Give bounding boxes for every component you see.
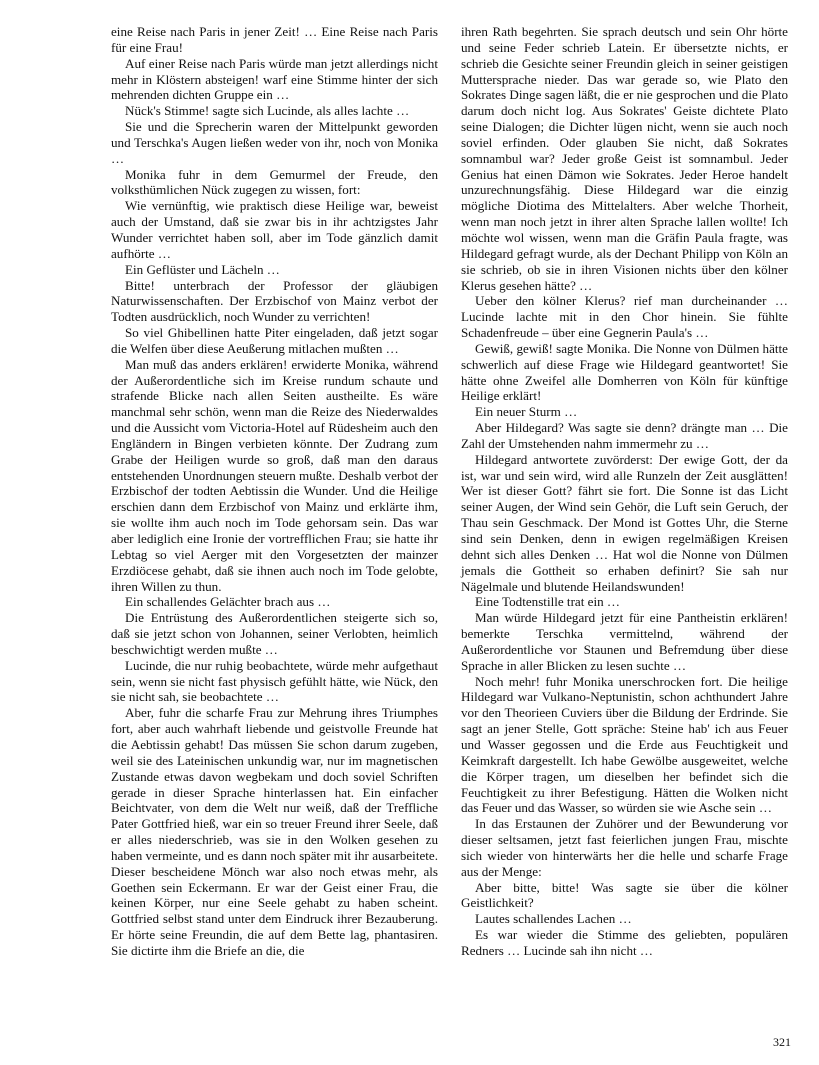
paragraph: Nück's Stimme! sagte sich Lucinde, als alles lachte … [125, 103, 410, 119]
paragraph: Man würde Hildegard jetzt für eine Pantheistin erklären! bemerkte Terschka vermittelnd, während der Außerordentliche vor Staunen und Befremdung über diese Sprache in aller Blicken zu lesen suchte … [461, 610, 788, 673]
paragraph: Auf einer Reise nach Paris würde man jetzt allerdings nicht mehr in Klöstern absteigen! warf eine Stimme hinter der sich mehrenden dichten Gruppe ein … [111, 55, 438, 103]
paragraph: Lautes schallendes Lachen … [475, 911, 632, 927]
paragraph: Monika fuhr in dem Gemurmel der Freude, den volksthümlichen Nück zugegen zu wissen, fort: [111, 166, 438, 198]
paragraph: Wie vernünftig, wie praktisch diese Heilige war, beweist auch der Umstand, daß sie zwar bis in ihr achtzigstes Jahr Wunder verrichtet haben soll, aber im Tode gänzlich damit aufhörte … [111, 198, 438, 261]
paragraph: Gewiß, gewiß! sagte Monika. Die Nonne von Dülmen hätte schwerlich auf diese Frage wie Hildegard geantwortet! Sie hätte ohne Zweifel alle Domherren von Köln für künftige Heilige erklärt! [461, 340, 788, 404]
paragraph: Man muß das anders erklären! erwiderte Monika, während der Außerordentliche sich im Kreise rundum schaute und strafende Blicke nach allen Seiten austheilte. Es wäre manchmal sehr schön, wenn man die Reize des Niederwaldes und die Aussicht vom Victoria-Hotel auf Rüdesheim auch den Engländern in Bingen verbieten könnte. Der Zudrang zum Grabe der Heiligen wurde so groß, daß man den daraus entstehenden Unordnungen steuern mußte. Deshalb verbot der Erzbischof der todten Aebtissin die Wunder. Und die Heilige erschien dann dem Erzbischof von Mainz und erklärte ihm, sie wollte ihm auch noch im Tode gehorsam sein. Das war aber lediglich eine Ironie der vortrefflichen Frau; sie hatte ihr Lebtag so viel Aerger mit den Vorgesetzten der mainzer Erzdiöcese gehabt, daß sie ihnen auch noch im Tode gelobte, ihren Willen zu thun. [111, 356, 438, 594]
paragraph: Sie und die Sprecherin waren der Mittelpunkt geworden und Terschka's Augen ließen weder von ihr, noch von Monika … [111, 119, 438, 166]
paragraph: Lucinde, die nur ruhig beobachtete, würde mehr aufgethaut sein, wenn sie nicht fast physisch gefühlt hätte, wie Nück, den sie nicht sah, sie beobachtete … [111, 657, 438, 705]
right-text-column [461, 24, 788, 959]
paragraph: Ueber den kölner Klerus? rief man durcheinander … Lucinde lachte mit in den Chor hinein. Sie fühlte Schadenfreude – über eine Gegnerin Paula's … [461, 293, 788, 341]
page-number: 321 [773, 1035, 791, 1049]
paragraph: Ein schallendes Gelächter brach aus … [125, 594, 331, 610]
paragraph: Eine Todtenstille trat ein … [475, 594, 621, 610]
paragraph: Es war wieder die Stimme des geliebten, populären Redners … Lucinde sah ihn nicht … [461, 927, 788, 958]
paragraph: In das Erstaunen der Zuhörer und der Bewunderung vor dieser seltsamen, jetzt fast feierlichen jungen Frau, mischte sich wieder von hinterwärts her die helle und scharfe Frage aus der Menge: [461, 816, 788, 879]
paragraph: So viel Ghibellinen hatte Piter eingeladen, daß jetzt sogar die Welfen über diese Aeußerung mitlachen mußten … [111, 325, 438, 356]
paragraph: Hildegard antwortete zuvörderst: Der ewige Gott, der da ist, war und sein wird, wird alle Runzeln der Zeit ausglätten! Wer ist dieser Gott? fährt sie fort. Die Sonne ist das Licht seiner Augen, der Wind sein Gehör, die Luft sein Geruch, der Thau sein Geschmack. Der Mond ist Gottes Uhr, die Sterne sind sein Denken, denn in ewigen regelmäßigen Kreisen dehnt sich alles Denken … Hat wol die Nonne von Dülmen jemals die Gottheit so erhaben definirt? Sie sah nur Nägelmale und blutende Heilandswunden! [461, 451, 788, 594]
paragraph: Bitte! unterbrach der Professor der gläubigen Naturwissenschaften. Der Erzbischof von Mainz verbot der Todten ausdrücklich, noch Wunder zu verrichten! [111, 277, 438, 325]
paragraph: Aber Hildegard? Was sagte sie denn? drängte man … Die Zahl der Umstehenden nahm immermehr zu … [461, 420, 788, 451]
paragraph: Aber, fuhr die scharfe Frau zur Mehrung ihres Triumphes fort, aber auch wahrhaft liebende und geistvolle Freunde hat die Aebtissin gehabt! Das müssen Sie schon darum zugeben, weil sie des Lateinischen unkundig war, nur im magnetischen Zustande etwas davon wegbekam und doch soviel Schriften gerade in dieser Sprache hinterlassen hat. Ein einfacher Beichtvater, von dem die Welt nur weiß, daß der Treffliche Pater Gottfried hieß, war ein so treuer Freund ihrer Seele, daß er alles niederschrieb, was sie in den Wolken gesehen zu haben vermeinte, und es dann noch später mit ihr ausarbeitete. Dieser bescheidene Mönch war also noch etwas mehr, als Goethen sein Eckermann. Er war der Geist einer Frau, die keinen Körper, nur eine Seele gehabt zu haben scheint. Gottfried selbst stand unter dem Eindruck ihrer Bezauberung. Er hörte seine Freundin, die auf dem Bette lag, phantasiren. Sie dictirte ihm die Briefe an die, die [111, 705, 438, 958]
left-text-column [111, 24, 438, 959]
paragraph: Ein Geflüster und Lächeln … [125, 261, 280, 277]
paragraph: Aber bitte, bitte! Was sagte sie über die kölner Geistlichkeit? [461, 879, 788, 911]
paragraph: Noch mehr! fuhr Monika unerschrocken fort. Die heilige Hildegard war Vulkano-Neptunistin, schon achthundert Jahre vor den Theorieen Cuviers über die Bildung der Erdrinde. Sie sagt an jener Stelle, Gott spräche: Steine hab' ich aus Feuer und Wasser gegossen und die Erde aus Feuchtigkeit und Keimkraft dargestellt. Ich habe Gewölbe ausgeweitet, welche die Körper tragen, um dieselben her befindet sich die Feuchtigkeit zu ihrer Befestigung. Hätten die Wolken nicht das Feuer und das Wasser, so würden sie wie Asche sein … [461, 673, 788, 816]
paragraph: ihren Rath begehrten. Sie sprach deutsch und sein Ohr hörte und seine Feder schrieb Latein. Er übersetzte nichts, er schrieb die Gesichte seiner Freundin gleich in seiner geistigen Muttersprache nieder. Das war gerade so, wie Plato den Sokrates Dinge sagen läßt, die er nie gesprochen und die Plato darum doch nicht log. Aus Sokrates' Geiste dichtete Plato seine Dialogen; die Dichter lügen nicht, wenn sie auch noch soviel erfinden. Oder glauben Sie nicht, daß Sokrates somnambul war? Jeder große Geist ist somnambul. Jeder Genius hat einen Dämon wie Sokrates. Jeder Heroe handelt unzurechnungsfähig. Diese Hildegard war die einzig mögliche Diotima des Mittelalters. Aber welche Thorheit, wenn man noch jetzt in ihrer alten Sprache lallen wollte! Ich möchte wol wissen, wenn man die Gräfin Paula fragte, was Hildegard gefragt wurde, als der Dechant Philipp von Köln an sie schrieb, ob sie in ihren Visionen nichts über den kölner Klerus gesehen hätte? … [461, 24, 788, 293]
paragraph: Die Entrüstung des Außerordentlichen steigerte sich so, daß sie jetzt schon von Johannen, seiner Verlobten, heimlich beschwichtigt werden mußte … [111, 610, 438, 657]
paragraph: Ein neuer Sturm … [475, 404, 578, 420]
paragraph: eine Reise nach Paris in jener Zeit! … Eine Reise nach Paris für eine Frau! [111, 24, 438, 55]
